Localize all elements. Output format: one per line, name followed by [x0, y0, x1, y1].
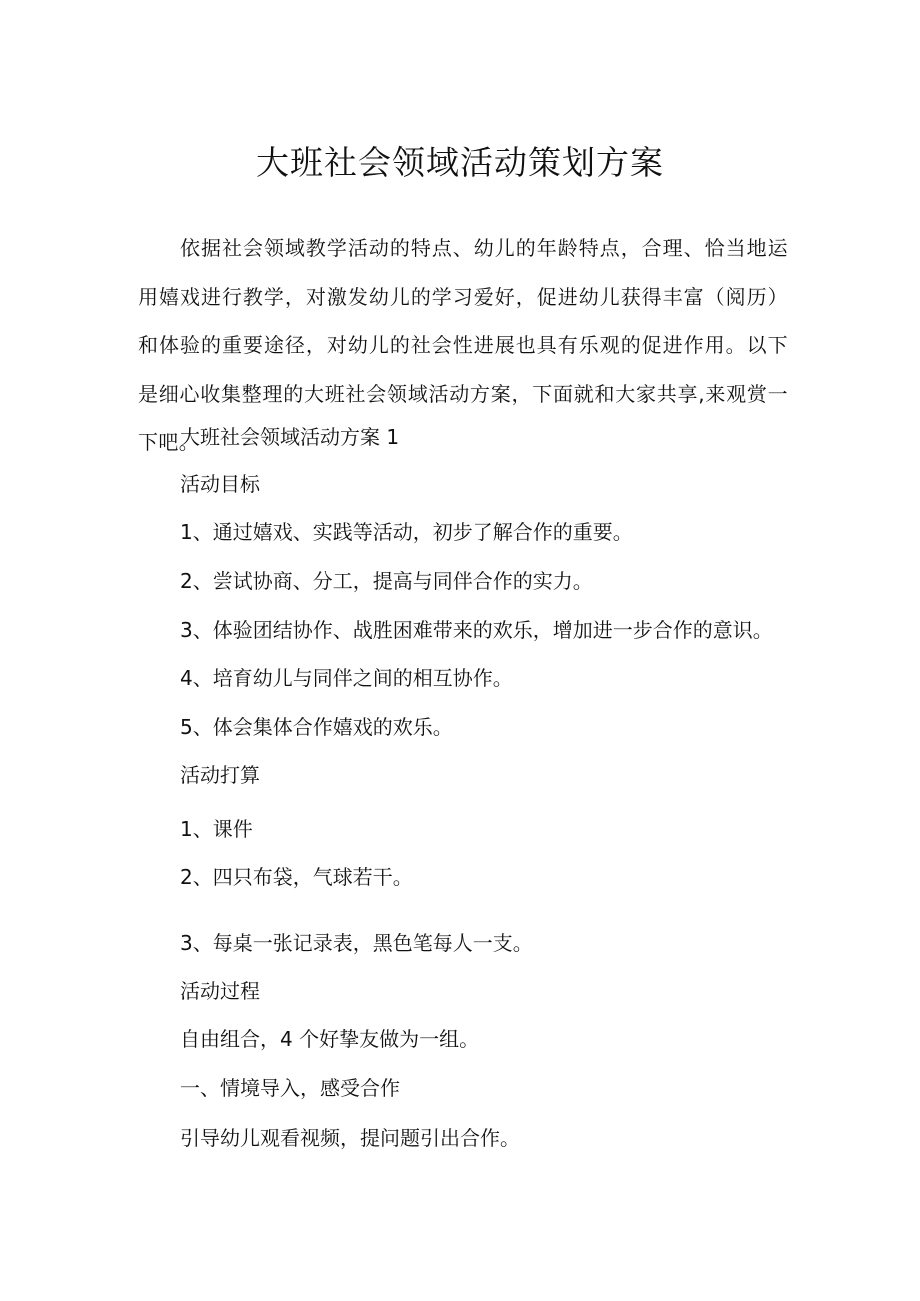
process-step-1-text: 引导幼儿观看视频，提问题引出合作。 [180, 1126, 520, 1150]
prep-item-2: 2、四只布袋，气球若干。 [180, 865, 413, 889]
goal-item-5: 5、体会集体合作嬉戏的欢乐。 [180, 715, 453, 739]
goal-item-4: 4、培育幼儿与同伴之间的相互协作。 [180, 666, 513, 690]
heading-activity-process: 活动过程 [180, 979, 260, 1003]
process-grouping: 自由组合，4 个好挚友做为一组。 [180, 1027, 480, 1051]
goal-item-3: 3、体验团结协作、战胜困难带来的欢乐，增加进一步合作的意识。 [180, 618, 773, 642]
prep-item-1: 1、课件 [180, 817, 253, 841]
intro-paragraph: 依据社会领域教学活动的特点、幼儿的年龄特点，合理、恰当地运用嬉戏进行教学，对激发幼儿的学习爱好，促进幼儿获得丰富（阅历）和体验的重要途径，对幼儿的社会性进展也具有乐观的促进作用。以下是细心收集整理的大班社会领域活动方案，下面就和大家共享,来观赏一下吧。 [138, 236, 788, 454]
process-step-1-heading: 一、情境导入，感受合作 [180, 1076, 400, 1100]
section-heading-plan-1: 大班社会领域活动方案 1 [180, 425, 400, 449]
goal-item-2: 2、尝试协商、分工，提高与同伴合作的实力。 [180, 569, 593, 593]
heading-activity-preparation: 活动打算 [180, 763, 260, 787]
heading-activity-goals: 活动目标 [180, 472, 260, 496]
document-title: 大班社会领域活动策划方案 [256, 143, 664, 182]
goal-item-1: 1、通过嬉戏、实践等活动，初步了解合作的重要。 [180, 520, 633, 544]
prep-item-3: 3、每桌一张记录表，黑色笔每人一支。 [180, 931, 533, 955]
